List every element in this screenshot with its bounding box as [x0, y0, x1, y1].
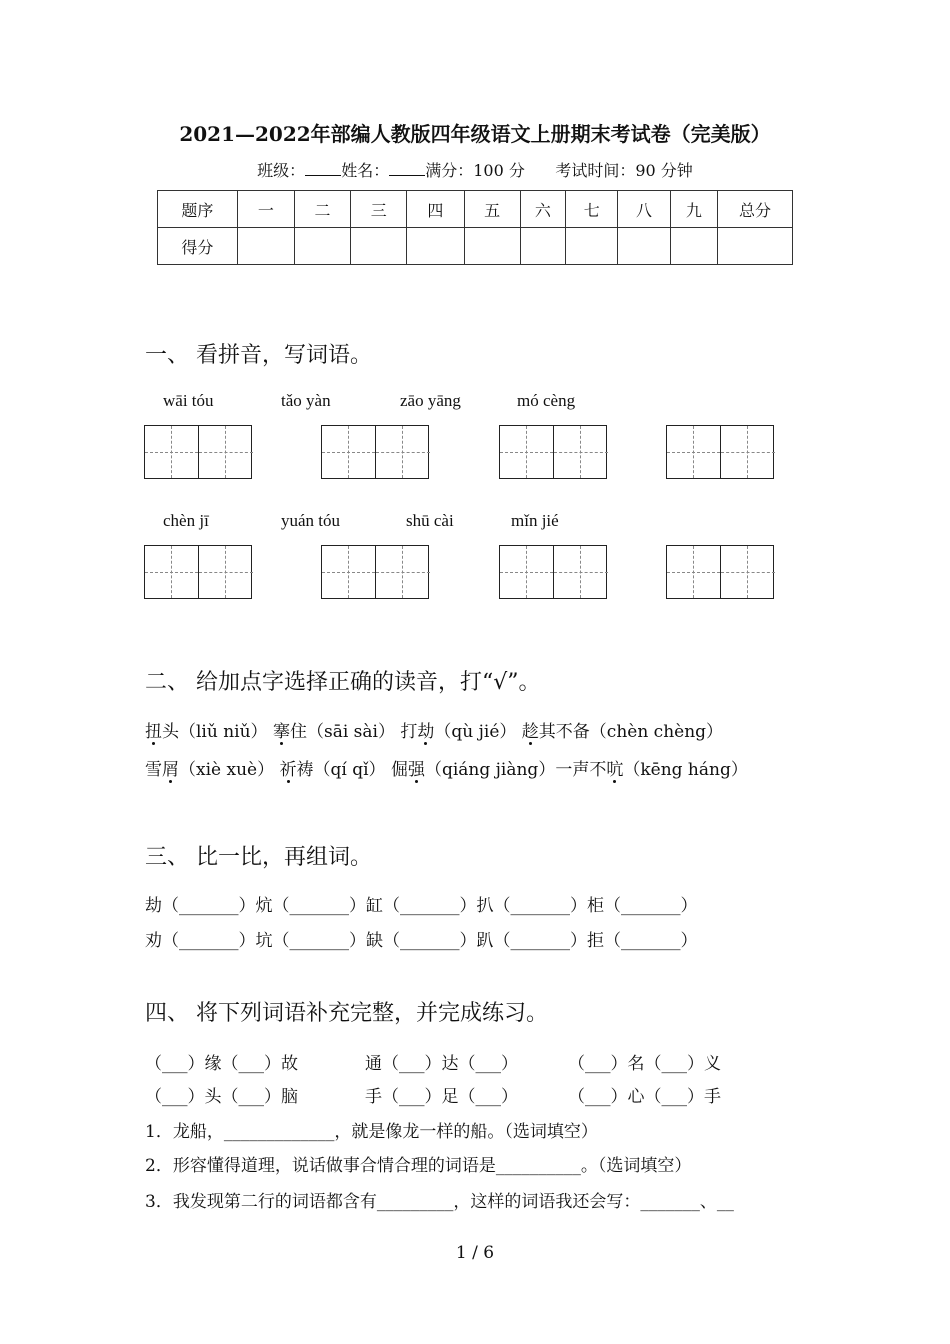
idiom-item[interactable]: 手（___）足（___）: [365, 1087, 518, 1107]
score-row-label: 得分: [158, 228, 238, 265]
exam-info: [0, 158, 950, 181]
writing-grid[interactable]: [321, 545, 429, 599]
idiom-item[interactable]: （___）头（___）脑: [145, 1087, 298, 1107]
page-title: 2021—2022年部编人教版四年级语文上册期末考试卷（完美版）: [179, 122, 771, 146]
score-row: [158, 228, 793, 265]
reading-item[interactable]: 搴住（sāi sài）: [273, 722, 400, 742]
score-table: [157, 190, 793, 265]
reading-item[interactable]: 打劫（qù jié）: [400, 722, 521, 742]
header-cell: 二: [294, 191, 350, 228]
exam-time: 考试时间：90 分钟: [555, 161, 693, 180]
reading-item[interactable]: 扭头（liǔ niǔ）: [145, 722, 273, 742]
section1-heading: 一、 看拼音，写词语。: [145, 343, 372, 368]
idiom-item[interactable]: （___）缘（___）故: [145, 1054, 298, 1074]
writing-grid[interactable]: [666, 545, 774, 599]
pinyin-label: shū cài: [406, 511, 454, 530]
header-cell: 题序: [158, 191, 238, 228]
question-3[interactable]: 3．我发现第二行的词语都含有_________，这样的词语我还会写：_______、__: [145, 1192, 734, 1212]
header-cell: 总分: [718, 191, 793, 228]
header-cell: 四: [407, 191, 464, 228]
pinyin-label: mó cèng: [517, 391, 576, 410]
word-compare-line-2[interactable]: 劝（_______）坑（_______）缺（_______）趴（_______）拒（_______）: [145, 931, 698, 951]
word-compare-line-1[interactable]: 劫（_______）炕（_______）缸（_______）扒（_______）柜（_______）: [145, 896, 698, 916]
header-cell: 六: [520, 191, 565, 228]
full-marks: 满分：100 分: [425, 161, 525, 180]
section2-heading: 二、 给加点字选择正确的读音，打“√”。: [145, 670, 541, 695]
idiom-item[interactable]: （___）心（___）手: [568, 1087, 721, 1107]
writing-grid[interactable]: [144, 425, 252, 479]
page-number: 1 / 6: [455, 1243, 495, 1263]
header-cell: 三: [351, 191, 407, 228]
idiom-item[interactable]: （___）名（___）义: [568, 1054, 721, 1074]
score-cell[interactable]: [718, 228, 793, 265]
score-cell[interactable]: [464, 228, 520, 265]
header-cell: 七: [566, 191, 618, 228]
pinyin-label: zāo yāng: [400, 391, 461, 410]
question-1[interactable]: 1．龙船，_____________，就是像龙一样的船。（选词填空）: [145, 1122, 598, 1142]
name-blank[interactable]: [389, 161, 425, 176]
score-cell[interactable]: [618, 228, 670, 265]
reading-item[interactable]: 祈祷（qí qǐ）: [280, 760, 391, 780]
score-cell[interactable]: [566, 228, 618, 265]
reading-item[interactable]: 一声不吭（kēng háng）: [555, 760, 748, 780]
writing-grid[interactable]: [499, 545, 607, 599]
score-cell[interactable]: [294, 228, 350, 265]
reading-line-1: [145, 717, 723, 742]
pinyin-label: tǎo yàn: [281, 391, 331, 410]
class-label: 班级：: [257, 161, 306, 180]
score-cell[interactable]: [670, 228, 717, 265]
writing-grid[interactable]: [144, 545, 252, 599]
pinyin-label: chèn jī: [163, 511, 209, 530]
pinyin-label: yuán tóu: [281, 511, 341, 530]
reading-item[interactable]: 趁其不备（chèn chèng）: [522, 722, 723, 742]
section4-heading: 四、 将下列词语补充完整，并完成练习。: [145, 1001, 548, 1026]
score-cell[interactable]: [520, 228, 565, 265]
question-2[interactable]: 2．形容懂得道理，说话做事合情合理的词语是__________。（选词填空）: [145, 1156, 692, 1176]
reading-item[interactable]: 倔强（qiáng jiàng）: [391, 760, 555, 780]
score-cell[interactable]: [351, 228, 407, 265]
header-cell: 八: [618, 191, 670, 228]
name-label: 姓名：: [341, 161, 390, 180]
header-cell: 五: [464, 191, 520, 228]
pinyin-label: wāi tóu: [163, 391, 214, 410]
header-cell: 九: [670, 191, 717, 228]
idiom-item[interactable]: 通（___）达（___）: [365, 1054, 518, 1074]
section3-heading: 三、 比一比，再组词。: [145, 845, 372, 870]
writing-grid[interactable]: [666, 425, 774, 479]
score-cell[interactable]: [237, 228, 294, 265]
score-header-row: [158, 191, 793, 228]
score-cell[interactable]: [407, 228, 464, 265]
class-blank[interactable]: [305, 161, 341, 176]
reading-line-2: [145, 755, 748, 780]
writing-grid[interactable]: [321, 425, 429, 479]
reading-item[interactable]: 雪屑（xiè xuè）: [145, 760, 280, 780]
header-cell: 一: [237, 191, 294, 228]
pinyin-label: mǐn jié: [511, 511, 559, 530]
writing-grid[interactable]: [499, 425, 607, 479]
